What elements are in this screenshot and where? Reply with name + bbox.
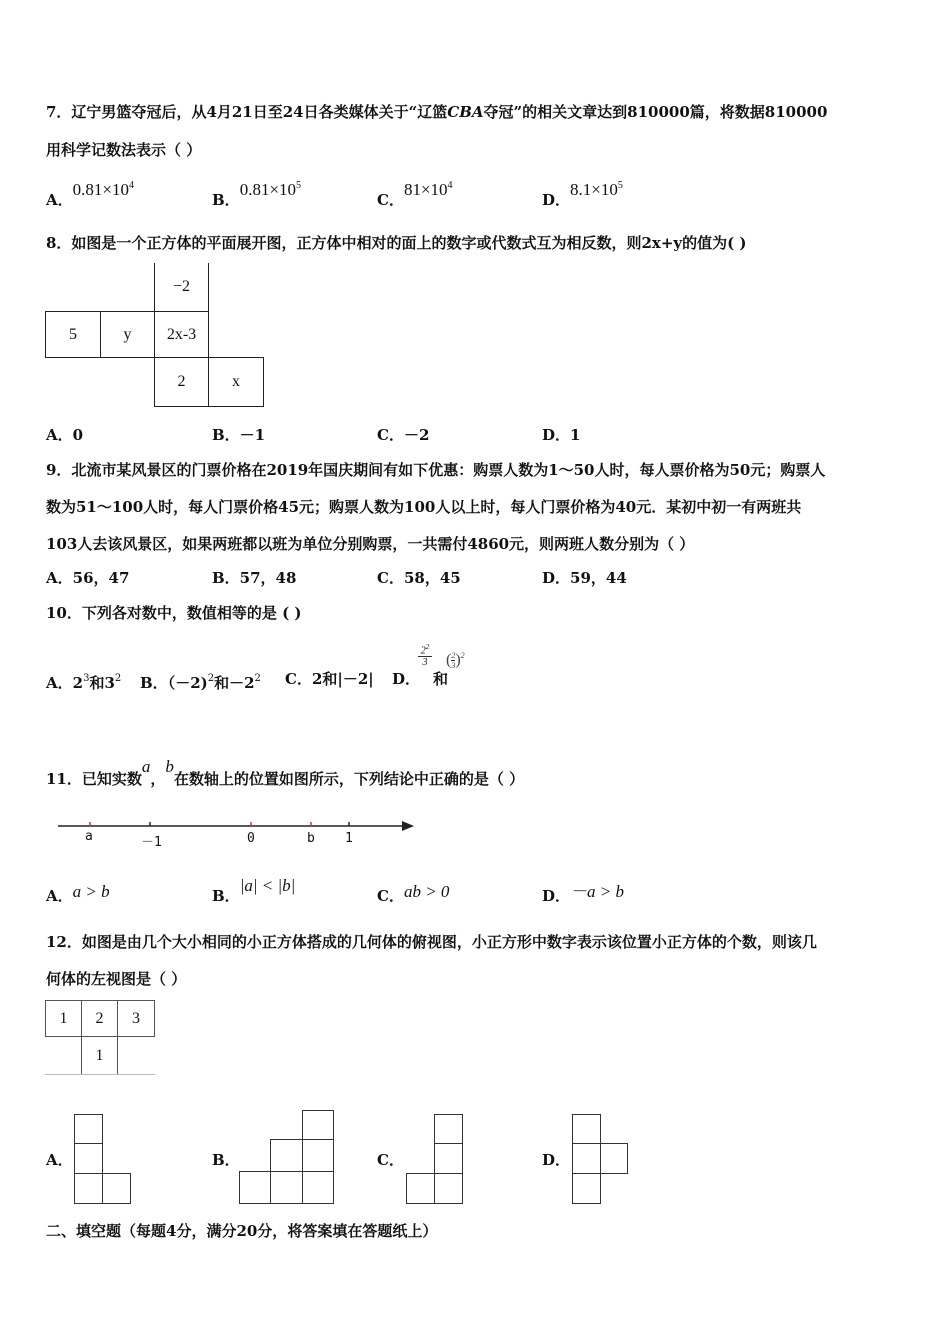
q8-option-c[interactable]: C．－2 xyxy=(377,426,430,444)
q7-line2: 用科学记数法表示（ ） xyxy=(46,141,202,159)
axis-label-b: b xyxy=(307,831,315,846)
q7-option-b[interactable]: B．$0.81\times 10^5$ xyxy=(212,180,302,209)
q9-line2: 数为51～100人时，每人门票价格45元；购票人数为100人以上时，每人门票价格为40元．某初中初一有两班共 xyxy=(46,498,802,516)
q10-option-d[interactable]: D． xyxy=(392,670,421,688)
net-top: −2 xyxy=(154,263,209,312)
grid-cell-2: 2 xyxy=(81,1000,118,1037)
q10-option-a[interactable]: A．$2^3$和$3^2$ xyxy=(46,673,122,692)
q10-d-fraction1: $2^2$ 3 xyxy=(418,642,432,668)
axis-label-a: a xyxy=(85,829,93,844)
q10-option-b[interactable]: B．（－2)$^2$和$-2^2$ xyxy=(140,673,261,692)
q8-option-d[interactable]: D．1 xyxy=(542,426,581,444)
q7-option-c[interactable]: C．$81\times 10^4$ xyxy=(377,180,453,209)
q11-option-d[interactable]: D．－a > b xyxy=(542,882,624,905)
q9-line1: 9．北流市某风景区的门票价格在2019年国庆期间有如下优惠：购票人数为1～50人时，每人票价格为50元；购票人 xyxy=(46,461,826,479)
net-center: 2x-3 xyxy=(154,311,209,358)
axis-label-0: 0 xyxy=(247,831,255,846)
q12-line2: 何体的左视图是（ ） xyxy=(46,970,187,988)
q11-option-c[interactable]: C．ab > 0 xyxy=(377,882,450,905)
q12-line1: 12．如图是由几个大小相同的小正方体搭成的几何体的俯视图，小正方形中数字表示该位置小正方体的个数，则该几 xyxy=(46,933,817,951)
q11-option-a[interactable]: A．a > b xyxy=(46,882,110,905)
grid-cell-3: 3 xyxy=(117,1000,155,1037)
net-bottom: 2 xyxy=(154,357,209,407)
section-2-heading: 二、填空题（每题4分，满分20分，将答案填在答题纸上） xyxy=(46,1222,438,1240)
q8-line1: 8．如图是一个正方体的平面展开图，正方体中相对的面上的数字或代数式互为相反数，则2x+y的值为( ) xyxy=(46,234,747,252)
q9-option-b[interactable]: B．57，48 xyxy=(212,569,297,587)
q9-option-a[interactable]: A．56，47 xyxy=(46,569,130,587)
q10-option-c[interactable]: C．2和|－2| xyxy=(285,670,374,688)
q12-option-a[interactable]: A． xyxy=(46,1151,73,1169)
q7-option-a[interactable]: A．$0.81\times 10^4$ xyxy=(46,180,134,209)
q12-option-d[interactable]: D． xyxy=(542,1151,571,1169)
q12-option-b[interactable]: B． xyxy=(212,1151,240,1169)
q11-option-b[interactable]: B．|a| < |b| xyxy=(212,876,296,905)
grid-cell-1: 1 xyxy=(45,1000,82,1037)
net-left2: y xyxy=(100,311,155,358)
number-line-axis xyxy=(50,812,430,852)
axis-label-1: 1 xyxy=(345,831,353,846)
q10-d-and: 和 xyxy=(433,670,449,688)
q9-line3: 103人去该风景区，如果两班都以班为单位分别购票，一共需付4860元，则两班人数分别为（ ） xyxy=(46,535,695,553)
q7-option-d[interactable]: D．$8.1\times 10^5$ xyxy=(542,180,623,209)
q10-line1: 10．下列各对数中，数值相等的是 ( ) xyxy=(46,604,302,622)
q9-option-c[interactable]: C．58，45 xyxy=(377,569,461,587)
q11-line1: 11．已知实数a，b在数轴上的位置如图所示，下列结论中正确的是（ ） xyxy=(46,757,525,788)
q8-option-b[interactable]: B．－1 xyxy=(212,426,266,444)
grid-cell-4: 1 xyxy=(81,1036,118,1075)
net-left1: 5 xyxy=(45,311,101,358)
q8-option-a[interactable]: A．0 xyxy=(46,426,84,444)
grid-bottom-line xyxy=(45,1074,155,1075)
q10-d-fraction2: ( $\frac{2}{3}$ )$^2$ xyxy=(446,651,465,671)
net-right: x xyxy=(208,357,264,407)
q9-option-d[interactable]: D．59，44 xyxy=(542,569,627,587)
axis-label-neg1: －1 xyxy=(141,835,162,850)
q12-option-c[interactable]: C． xyxy=(377,1151,404,1169)
q7-line1: 7．辽宁男篮夺冠后，从4月21日至24日各类媒体关于“辽篮CBA夺冠”的相关文章达到810000篇，将数据810000 xyxy=(46,103,828,121)
